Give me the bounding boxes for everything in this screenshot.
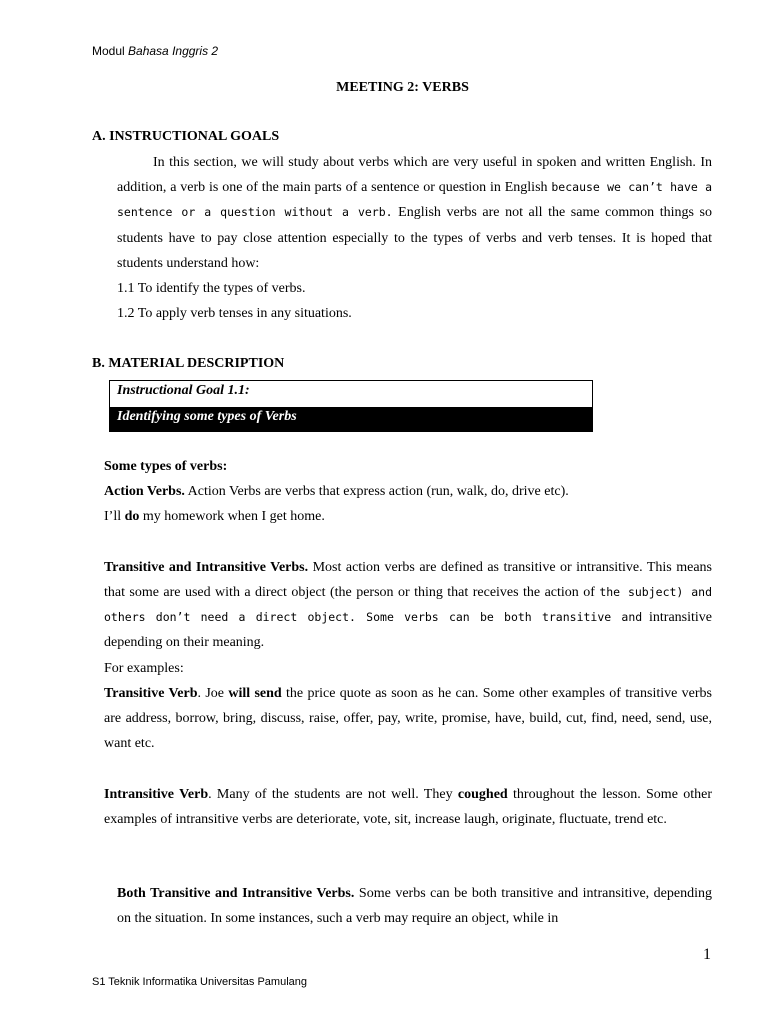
goals-paragraph [117, 150, 712, 276]
goal-item-2: 1.2 To apply verb tenses in any situations. [117, 306, 352, 322]
goal-box-title: Identifying some types of Verbs [110, 407, 592, 432]
transitive-verb-text-1: . Joe [197, 685, 229, 701]
action-example-1: I’ll [104, 509, 125, 525]
transitive-definition-mono: the subject) and others don’t need a direct object. Some verbs can be both transitive and [104, 585, 712, 625]
intransitive-verb-term: Intransitive Verb [104, 786, 209, 802]
transitive-verb-text-2: the price quote as soon as he can. Some other examples of transitive verbs are address, borrow, bring, discuss, raise, offer, pay, write, promise, have, build, cut, find, need, send, use, want etc. [104, 685, 712, 752]
both-verbs-term: Both Transitive and Intransitive Verbs. [117, 886, 355, 901]
section-b-heading: B. MATERIAL DESCRIPTION [92, 356, 285, 371]
goals-text-2: English verbs are not all the same common things so students have to pay close attention especially to the types of verbs and verb tenses. It is hoped that students understand how: [117, 205, 712, 271]
section-a-heading: A. INSTRUCTIONAL GOALS [92, 129, 280, 144]
goal-item-1: 1.1 To identify the types of verbs. [117, 281, 306, 297]
instructional-goal-box [109, 380, 593, 432]
both-verbs-paragraph [117, 881, 712, 931]
transitive-intransitive-term: Transitive and Intransitive Verbs. [104, 559, 309, 575]
page-footer: S1 Teknik Informatika Universitas Pamulang [92, 976, 308, 988]
page-number: 1 [703, 946, 711, 963]
header-prefix: Modul [92, 44, 129, 58]
page-title: MEETING 2: VERBS [336, 80, 469, 95]
intransitive-verb-bold: coughed [457, 786, 508, 802]
transitive-verb-bold: will send [228, 685, 282, 701]
action-verbs-term: Action Verbs. [104, 484, 185, 500]
goals-text-mono: because we can’t have a sentence or a question without a verb. [117, 180, 712, 220]
for-examples-label: For examples: [104, 660, 184, 676]
section-a-body [117, 150, 712, 326]
action-verbs-definition: Action Verbs are verbs that express action (run, walk, do, drive etc). [184, 484, 569, 500]
goals-text-1: In this section, we will study about verbs which are very useful in spoken and written English. In addition, a verb is one of the main parts of a sentence or question in English [117, 155, 712, 196]
transitive-definition-1: Most action verbs are defined as transitive or intransitive. This means that some are used with a direct object (the person or thing that receives the action of [104, 559, 712, 601]
intransitive-verb-text-1: . Many of the students are not well. They [208, 786, 458, 802]
action-example-bold: do [124, 509, 140, 525]
header-course-name: Bahasa Inggris 2 [128, 44, 219, 58]
types-heading: Some types of verbs: [104, 459, 228, 474]
action-example-2: my homework when I get home. [139, 509, 325, 525]
transitive-definition-2: intransitive depending on their meaning. [104, 610, 712, 651]
intransitive-verb-text-2: throughout the lesson. Some other examples of intransitive verbs are deteriorate, vote, sit, increase laugh, originate, fluctuate, trend etc. [104, 786, 712, 827]
running-header [92, 44, 218, 58]
material-body [104, 454, 712, 832]
transitive-verb-term: Transitive Verb [104, 685, 198, 701]
both-verbs-text: Some verbs can be both transitive and intransitive, depending on the situation. In some instances, such a verb may require an object, while in [117, 886, 713, 927]
goal-box-label: Instructional Goal 1.1: [117, 383, 250, 398]
